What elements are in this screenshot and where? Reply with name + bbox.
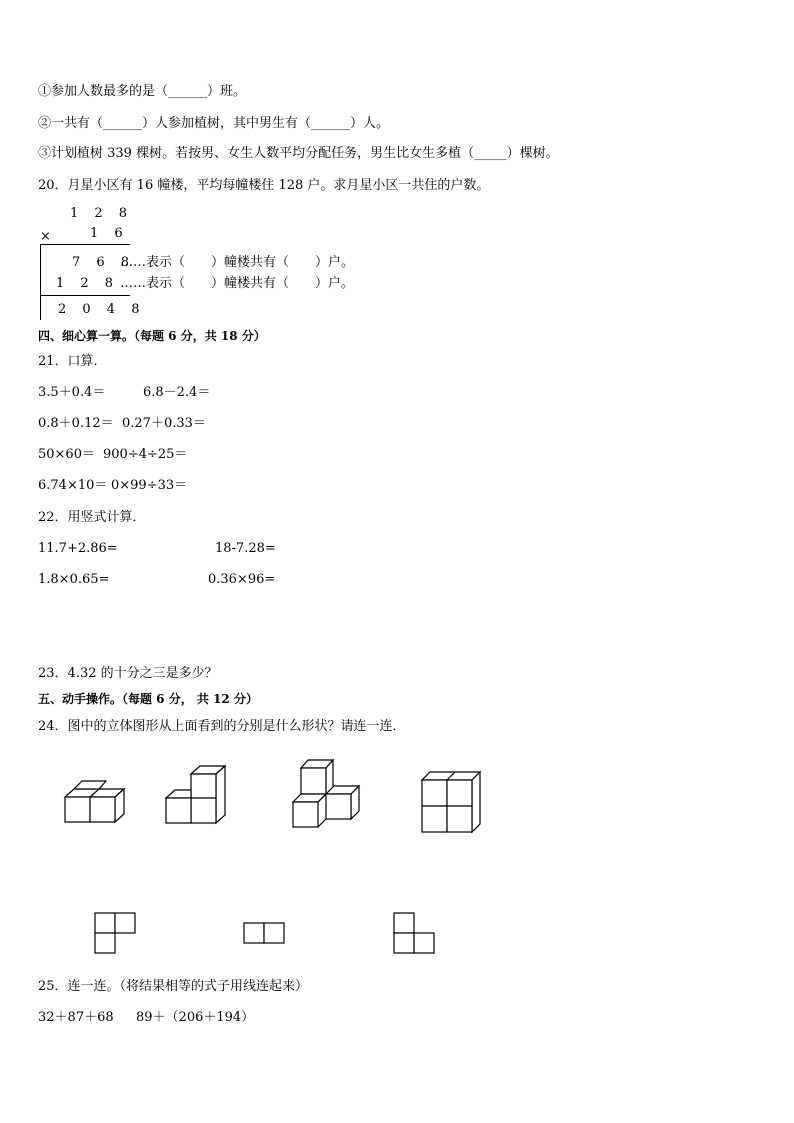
top-view-shape-2 (243, 922, 285, 944)
oral-2a: 0.8＋0.12＝ (38, 416, 114, 431)
solid-figure-1 (60, 775, 130, 830)
oral-4a: 6.74×10＝ (38, 478, 108, 493)
q25-expr-b: 89＋（206＋194） (136, 1010, 255, 1025)
q24-title: 24．图中的立体图形从上面看到的分别是什么形状？请连一连． (38, 719, 406, 734)
q20-rule-1 (40, 244, 130, 245)
q25-expr-a: 32＋87＋68 (38, 1010, 114, 1025)
q22-title: 22．用竖式计算． (38, 510, 146, 525)
q20-rule-2 (40, 295, 130, 296)
q20-partial-2-note: ……表示（ ）幢楼共有（ ）户。 (120, 276, 355, 291)
oral-1b: 6.8－2.4＝ (143, 385, 211, 400)
q20-prompt: 20．月星小区有 16 幢楼，平均每幢楼住 128 户。求月星小区一共住的户数。 (38, 178, 490, 193)
q20-multiplier: 1 6 (90, 226, 129, 241)
q19-line-3: ③计划植树 339 棵树。若按男、女生人数平均分配任务，男生比女生多植（_____）棵树。 (38, 146, 559, 161)
vertical-2b: 0.36×96= (208, 572, 276, 587)
oral-1a: 3.5＋0.4＝ (38, 385, 106, 400)
q19-line-1: ①参加人数最多的是（______）班。 (38, 84, 247, 99)
q20-left-bar (40, 245, 41, 320)
oral-3a: 50×60＝ (38, 447, 95, 462)
oral-3b: 900÷4÷25＝ (103, 447, 188, 462)
top-view-shape-3 (393, 912, 435, 954)
q23: 23．4.32 的十分之三是多少？ (38, 666, 218, 681)
top-view-shape-1 (94, 912, 136, 954)
q20-multiplicand: 1 2 8 (70, 206, 134, 221)
q20-partial-1: 7 6 8 (72, 255, 136, 270)
q20-partial-2: 1 2 8 (56, 276, 120, 291)
section-4-title: 四、细心算一算。（每题 6 分，共 18 分） (38, 329, 266, 343)
oral-2b: 0.27＋0.33＝ (122, 416, 206, 431)
solid-figure-2 (160, 762, 230, 832)
q25-title: 25．连一连。（将结果相等的式子用线连起来） (38, 979, 309, 994)
q20-partial-1-note: ……表示（ ）幢楼共有（ ）户。 (120, 255, 355, 270)
q20-result: 2 0 4 8 (58, 302, 146, 317)
solid-figure-4 (418, 770, 488, 835)
q19-line-2: ②一共有（______）人参加植树，其中男生有（______）人。 (38, 116, 390, 131)
q20-times-sign: × (40, 229, 51, 244)
vertical-1b: 18-7.28= (215, 541, 276, 556)
oral-4b: 0×99÷33＝ (111, 478, 188, 493)
section-5-title: 五、动手操作。（每题 6 分， 共 12 分） (38, 692, 258, 706)
vertical-1a: 11.7+2.86= (38, 541, 118, 556)
q21-title: 21．口算． (38, 354, 107, 369)
solid-figure-3 (288, 756, 363, 831)
vertical-2a: 1.8×0.65= (38, 572, 110, 587)
